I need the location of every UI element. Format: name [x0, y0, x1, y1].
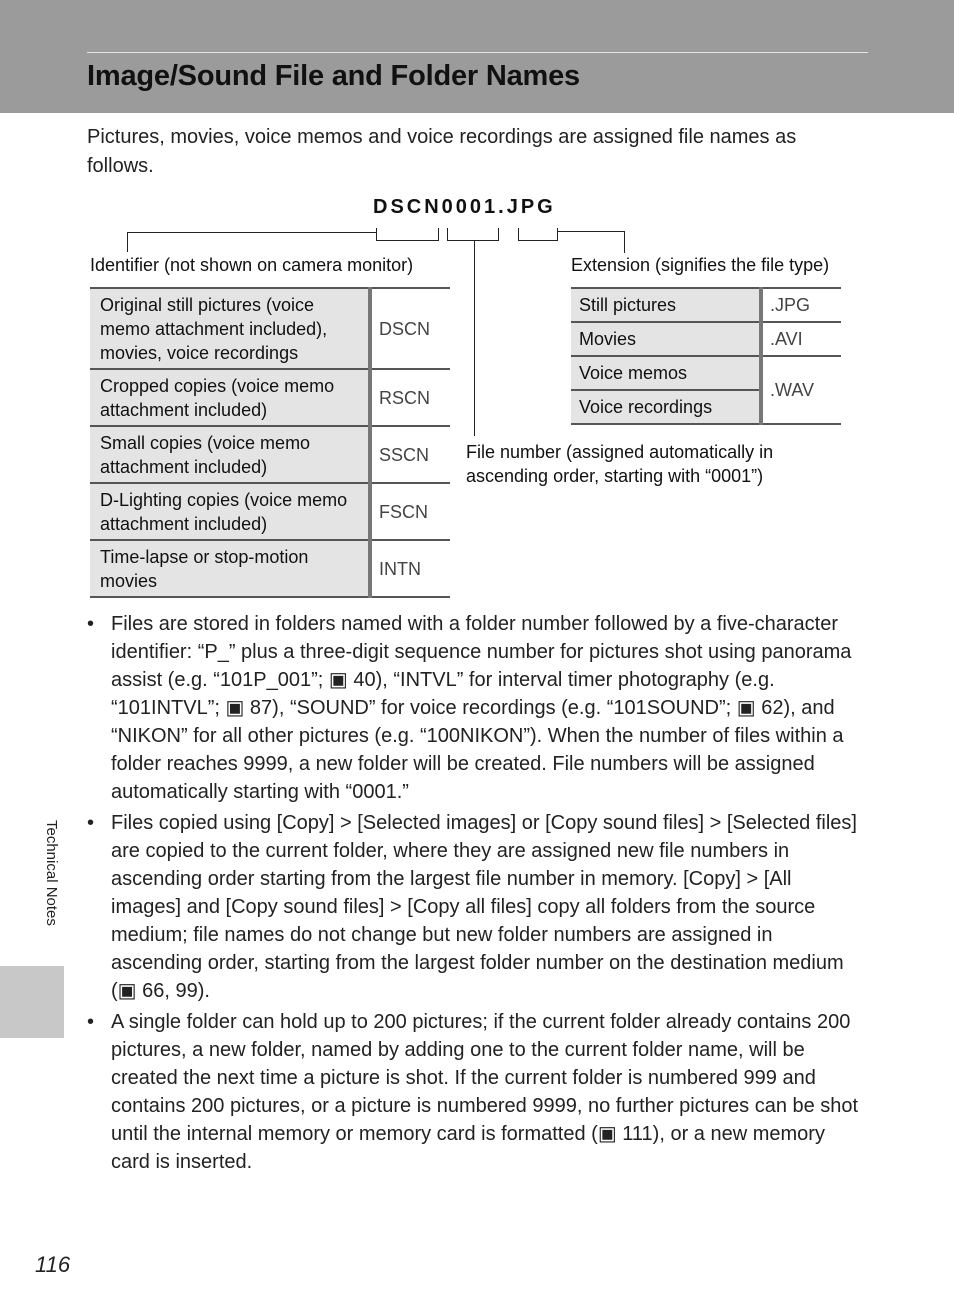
identifier-code: DSCN: [370, 288, 450, 369]
table-row: [571, 288, 841, 322]
extension-bracket-bottom: [518, 240, 558, 241]
identifier-bracket-bottom: [376, 240, 439, 241]
extension-type: Movies: [571, 322, 761, 356]
side-tab-label: Technical Notes: [43, 820, 60, 926]
identifier-code: RSCN: [370, 369, 450, 426]
table-row: [90, 369, 450, 426]
number-connector-vertical: [474, 240, 475, 436]
bullet-icon: •: [87, 613, 95, 635]
extension-label: Extension (signifies the file type): [571, 255, 830, 275]
header-rule: [87, 52, 868, 53]
intro-paragraph: Pictures, movies, voice memos and voice recordings are assigned file names as follows.: [87, 126, 797, 177]
list-item: [87, 610, 867, 806]
identifier-desc: D-Lighting copies (voice memo attachment included): [90, 483, 370, 540]
identifier-desc: Original still pictures (voice memo attachment included), movies, voice recordings: [90, 288, 370, 369]
file-number-label-line1: File number (assigned automatically in: [466, 442, 774, 462]
table-row: [90, 540, 450, 597]
table-row: [90, 288, 450, 369]
table-row: [90, 426, 450, 483]
extension-type: Still pictures: [571, 288, 761, 322]
extension-connector-vertical: [624, 231, 625, 253]
list-item-text: A single folder can hold up to 200 pictures; if the current folder already contains 200 pictures, a new folder, named by adding one to the current folder name, will be created the next time a picture is shot. If the current folder is numbered 999 and contains 200 pictures, or a picture is numbered 9999, no further pictures can be shot until the internal memory or memory card is formatted (▣ 111), or a new memory card is inserted.: [111, 1011, 859, 1173]
identifier-table: [90, 287, 450, 598]
extension-bracket-right: [557, 228, 558, 241]
notes-list: [87, 610, 867, 1179]
identifier-code: SSCN: [370, 426, 450, 483]
number-bracket-bottom: [447, 240, 499, 241]
extension-value: .JPG: [761, 288, 841, 322]
number-bracket-right: [498, 228, 499, 241]
identifier-connector-vertical: [127, 232, 128, 252]
table-row: [571, 322, 841, 356]
header-band: [0, 0, 954, 113]
identifier-connector-horizontal: [127, 232, 377, 233]
extension-value: .WAV: [761, 356, 841, 424]
identifier-code: FSCN: [370, 483, 450, 540]
bullet-icon: •: [87, 812, 95, 834]
extension-table: [571, 287, 841, 425]
side-tab: [0, 966, 64, 1038]
file-number-label-line2: ascending order, starting with “0001”): [466, 466, 764, 486]
identifier-bracket-right: [438, 228, 439, 241]
extension-value: .AVI: [761, 322, 841, 356]
bullet-icon: •: [87, 1011, 95, 1033]
extension-type: Voice memos: [571, 356, 761, 390]
extension-type: Voice recordings: [571, 390, 761, 424]
identifier-label: Identifier (not shown on camera monitor): [90, 255, 414, 275]
table-row: [90, 483, 450, 540]
page-number: 116: [35, 1252, 71, 1277]
identifier-desc: Time-lapse or stop-motion movies: [90, 540, 370, 597]
table-row: [571, 356, 841, 390]
identifier-code: INTN: [370, 540, 450, 597]
page-title: Image/Sound File and Folder Names: [87, 60, 580, 92]
identifier-desc: Cropped copies (voice memo attachment included): [90, 369, 370, 426]
extension-connector-horizontal: [557, 231, 625, 232]
list-item: [87, 1008, 867, 1176]
list-item: [87, 809, 867, 1005]
filename-example: DSCN0001.JPG: [373, 196, 556, 218]
identifier-desc: Small copies (voice memo attachment included): [90, 426, 370, 483]
list-item-text: Files copied using [Copy] > [Selected images] or [Copy sound files] > [Selected files] are copied to the current folder, where they are assigned new file numbers in ascending order starting from the largest file number in memory. [Copy] > [All images] and [Copy sound files] > [Copy all files] copy all folders from the source medium; file names do not change but new folder numbers are assigned in ascending order, starting from the largest folder number on the destination medium (▣ 66, 99).: [111, 812, 857, 1002]
list-item-text: Files are stored in folders named with a folder number followed by a five-character identifier: “P_” plus a three-digit sequence number for pictures shot using panorama assist (e.g. “101P_001”; ▣ 40), “INTVL” for interval timer photography (e.g. “101INTVL”; ▣ 87), “SOUND” for voice recordings (e.g. “101SOUND”; ▣ 62), and “NIKON” for all other pictures (e.g. “100NIKON”). When the number of files within a folder reaches 9999, a new folder will be created. File numbers will be assigned automatically starting with “0001.”: [111, 613, 852, 803]
